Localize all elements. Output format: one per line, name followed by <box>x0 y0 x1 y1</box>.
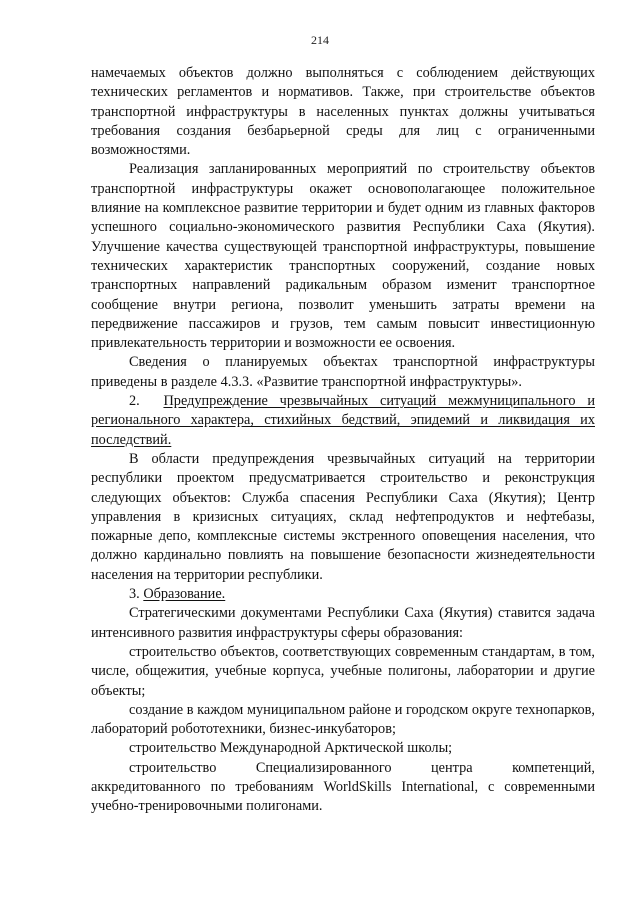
list-item: строительство Специализированного центра компетенций, аккредитованного по требованиям WorldSkills International, с современными учебно-тренировочными полигонами. <box>91 759 595 815</box>
list-item: создание в каждом муниципальном районе и городском округе технопарков, лабораторий робототехники, бизнес-инкубаторов; <box>91 701 595 738</box>
page-number: 214 <box>311 33 329 47</box>
list-item: строительство объектов, соответствующих современным стандартам, в том, числе, общежития, учебные корпуса, учебные полигоны, лаборатории и другие объекты; <box>91 643 595 699</box>
section-heading-3 <box>91 585 595 604</box>
paragraph: Реализация запланированных мероприятий по строительству объектов транспортной инфраструктуры окажет основополагающее положительное влияние на комплексное развитие территории и будет одним из главных факторов успешного социально-экономического развития Республики Саха (Якутия). Улучшение качества существующей транспортной инфраструктуры, повышение технических характеристик транспортных сооружений, создание новых транспортных направлений радикальным образом изменит транспортное сообщение внутри региона, позволит уменьшить затраты времени на передвижение пассажиров и грузов, тем самым повысит инвестиционную привлекательность территории и возможности ее освоения. <box>91 161 595 352</box>
section-number: 3. <box>129 586 140 603</box>
section-number: 2. <box>129 393 140 410</box>
document-body <box>91 64 595 817</box>
section-title: Предупреждение чрезвычайных ситуаций межмуниципального и регионального характера, стихийных бедствий, эпидемий и ликвидация их последствий. <box>91 393 595 448</box>
list-item: строительство Международной Арктической школы; <box>129 740 453 757</box>
paragraph: В области предупреждения чрезвычайных ситуаций на территории республики проектом предусматривается строительство и реконструкция следующих объектов: Служба спасения Республики Саха (Якутия); Центр управления в кризисных ситуациях, склад нефтепродуктов и нефтебазы, пожарные депо, комплексные системы экстренного оповещения населения, что должно кардинально повлиять на повышение безопасности жизнедеятельности населения на территории республики. <box>91 450 595 583</box>
section-heading-2 <box>91 392 595 450</box>
section-title: Образование. <box>143 586 226 603</box>
paragraph: намечаемых объектов должно выполняться с соблюдением действующих технических регламентов и нормативов. Также, при строительстве объектов транспортной инфраструктуры в населенных пунктах должны учитываться требования создания безбарьерной среды для лиц с ограниченными возможностями. <box>91 65 595 159</box>
paragraph: Сведения о планируемых объектах транспортной инфраструктуры приведены в разделе 4.3.3. «Развитие транспортной инфраструктуры». <box>91 354 595 390</box>
paragraph: Стратегическими документами Республики Саха (Якутия) ставится задача интенсивного развития инфраструктуры сферы образования: <box>91 605 595 641</box>
